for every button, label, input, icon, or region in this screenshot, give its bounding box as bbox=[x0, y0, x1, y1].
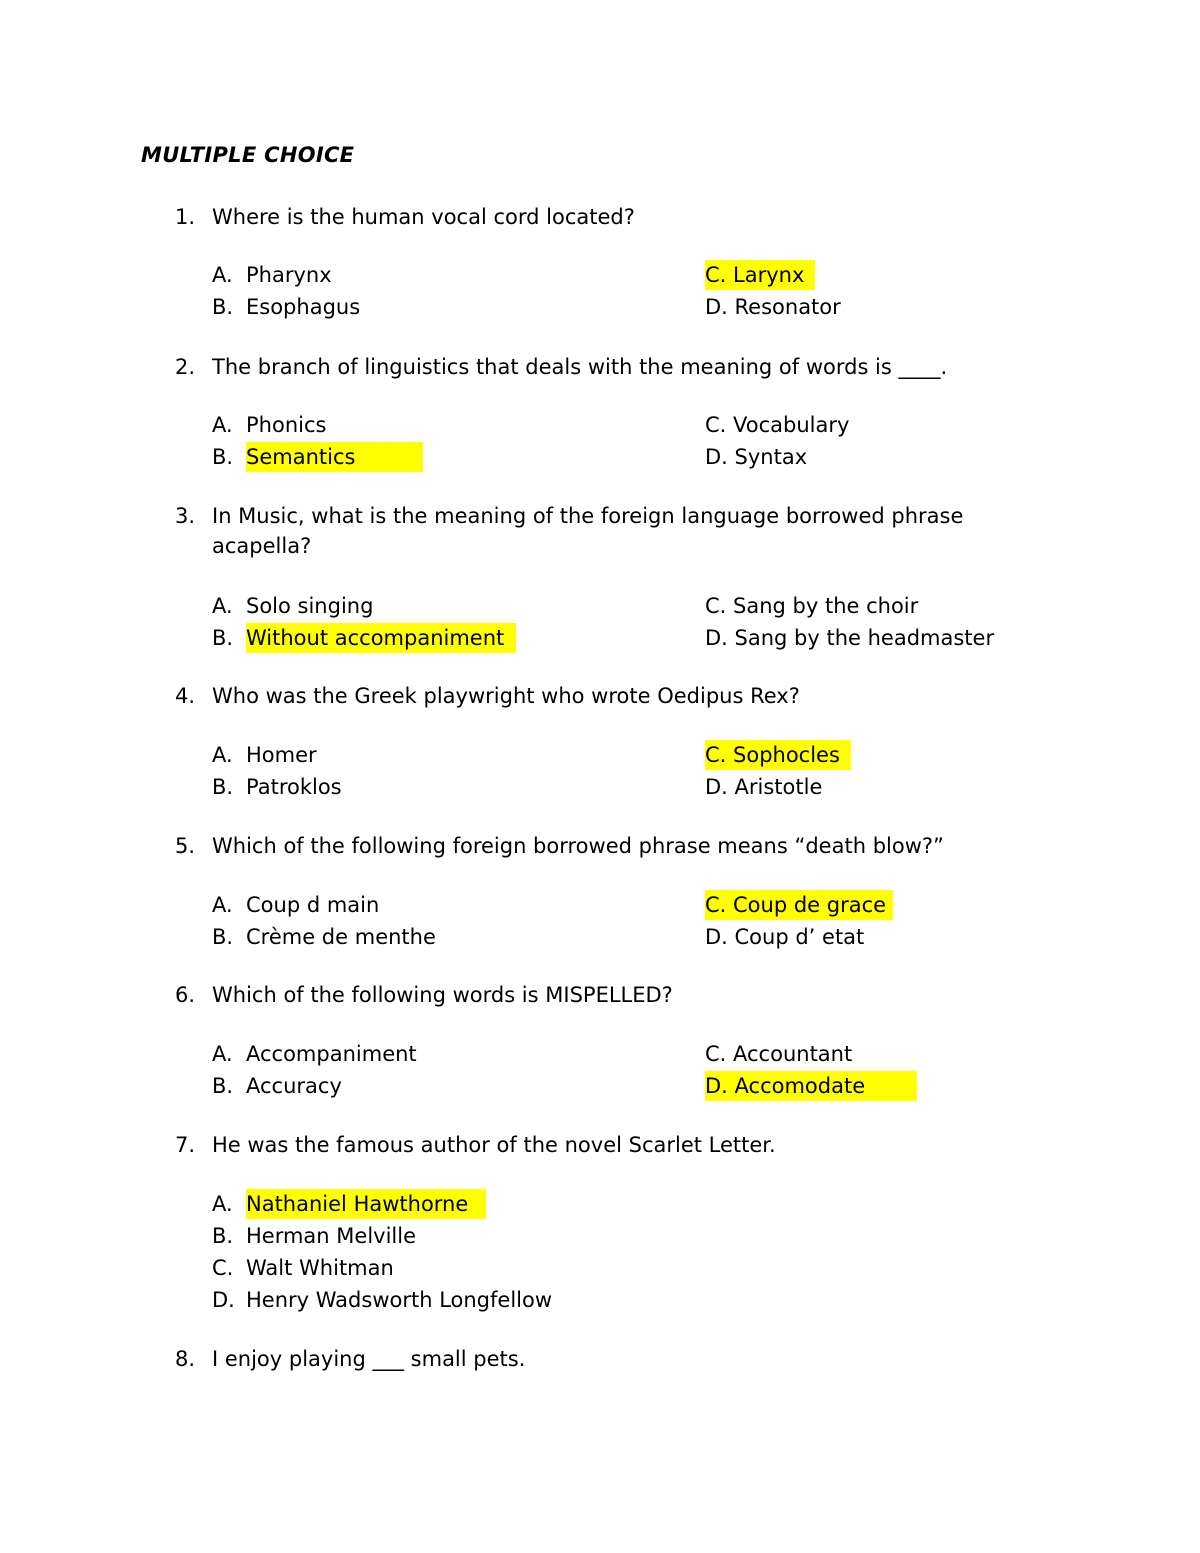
option-c-letter: C. bbox=[212, 1256, 234, 1280]
question-text: Who was the Greek playwright who wrote Oedipus Rex? bbox=[212, 684, 800, 708]
question-number: 7. bbox=[175, 1133, 196, 1157]
option-d: D. Syntax bbox=[705, 445, 808, 469]
question-text: Where is the human vocal cord located? bbox=[212, 205, 635, 229]
option-c-answer-highlighted: C. Coup de grace bbox=[705, 890, 893, 920]
question-number: 4. bbox=[175, 684, 196, 708]
option-b-letter: B. bbox=[212, 925, 234, 949]
option-b-letter: B. bbox=[212, 1074, 234, 1098]
option-a-text: Coup d main bbox=[246, 893, 380, 917]
option-b-text: Accuracy bbox=[246, 1074, 342, 1098]
question-number: 2. bbox=[175, 355, 196, 379]
question-number: 8. bbox=[175, 1347, 196, 1371]
option-b-text: Patroklos bbox=[246, 775, 342, 799]
option-c-answer-highlighted: C. Sophocles bbox=[705, 740, 851, 770]
option-d-answer-highlighted: D. Accomodate bbox=[705, 1071, 917, 1101]
option-a-text: Accompaniment bbox=[246, 1042, 417, 1066]
option-a-letter: A. bbox=[212, 594, 233, 618]
option-d-text: Henry Wadsworth Longfellow bbox=[246, 1288, 553, 1312]
option-a-text: Homer bbox=[246, 743, 317, 767]
question-text: Which of the following words is MISPELLED? bbox=[212, 983, 673, 1007]
option-b-text: Herman Melville bbox=[246, 1224, 417, 1248]
option-b-letter: B. bbox=[212, 1224, 234, 1248]
option-a-text: Solo singing bbox=[246, 594, 374, 618]
option-b-text: Crème de menthe bbox=[246, 925, 436, 949]
option-a-text: Pharynx bbox=[246, 263, 332, 287]
option-b-answer-highlighted: Without accompaniment bbox=[246, 623, 516, 653]
option-c: C. Vocabulary bbox=[705, 413, 850, 437]
option-b-letter: B. bbox=[212, 775, 234, 799]
question-text-line-1: In Music, what is the meaning of the foreign language borrowed phrase bbox=[212, 504, 964, 528]
option-b-text: Esophagus bbox=[246, 295, 361, 319]
page-title: MULTIPLE CHOICE bbox=[141, 143, 355, 167]
option-d-letter: D. bbox=[212, 1288, 235, 1312]
option-a-answer-highlighted: Nathaniel Hawthorne bbox=[246, 1189, 486, 1219]
option-d: D. Aristotle bbox=[705, 775, 823, 799]
option-a-letter: A. bbox=[212, 413, 233, 437]
question-number: 5. bbox=[175, 834, 196, 858]
question-text: Which of the following foreign borrowed phrase means “death blow?” bbox=[212, 834, 944, 858]
question-text-line-2: acapella? bbox=[212, 534, 312, 558]
option-a-text: Phonics bbox=[246, 413, 327, 437]
option-a-letter: A. bbox=[212, 893, 233, 917]
option-c: C. Accountant bbox=[705, 1042, 853, 1066]
question-text: He was the famous author of the novel Scarlet Letter. bbox=[212, 1133, 776, 1157]
question-number: 1. bbox=[175, 205, 196, 229]
option-d: D. Coup d’ etat bbox=[705, 925, 865, 949]
question-number: 3. bbox=[175, 504, 196, 528]
option-c-answer-highlighted: C. Larynx bbox=[705, 260, 815, 290]
option-c-text: Walt Whitman bbox=[246, 1256, 394, 1280]
option-d: D. Sang by the headmaster bbox=[705, 626, 995, 650]
option-b-answer-highlighted: Semantics bbox=[246, 442, 423, 472]
option-a-letter: A. bbox=[212, 743, 233, 767]
option-c: C. Sang by the choir bbox=[705, 594, 919, 618]
option-b-letter: B. bbox=[212, 295, 234, 319]
option-d: D. Resonator bbox=[705, 295, 841, 319]
option-a-letter: A. bbox=[212, 1042, 233, 1066]
option-b-letter: B. bbox=[212, 445, 234, 469]
option-a-letter: A. bbox=[212, 263, 233, 287]
question-number: 6. bbox=[175, 983, 196, 1007]
question-text: The branch of linguistics that deals with the meaning of words is ____. bbox=[212, 355, 948, 379]
question-text: I enjoy playing ___ small pets. bbox=[212, 1347, 526, 1371]
option-b-letter: B. bbox=[212, 626, 234, 650]
option-a-letter: A. bbox=[212, 1192, 233, 1216]
